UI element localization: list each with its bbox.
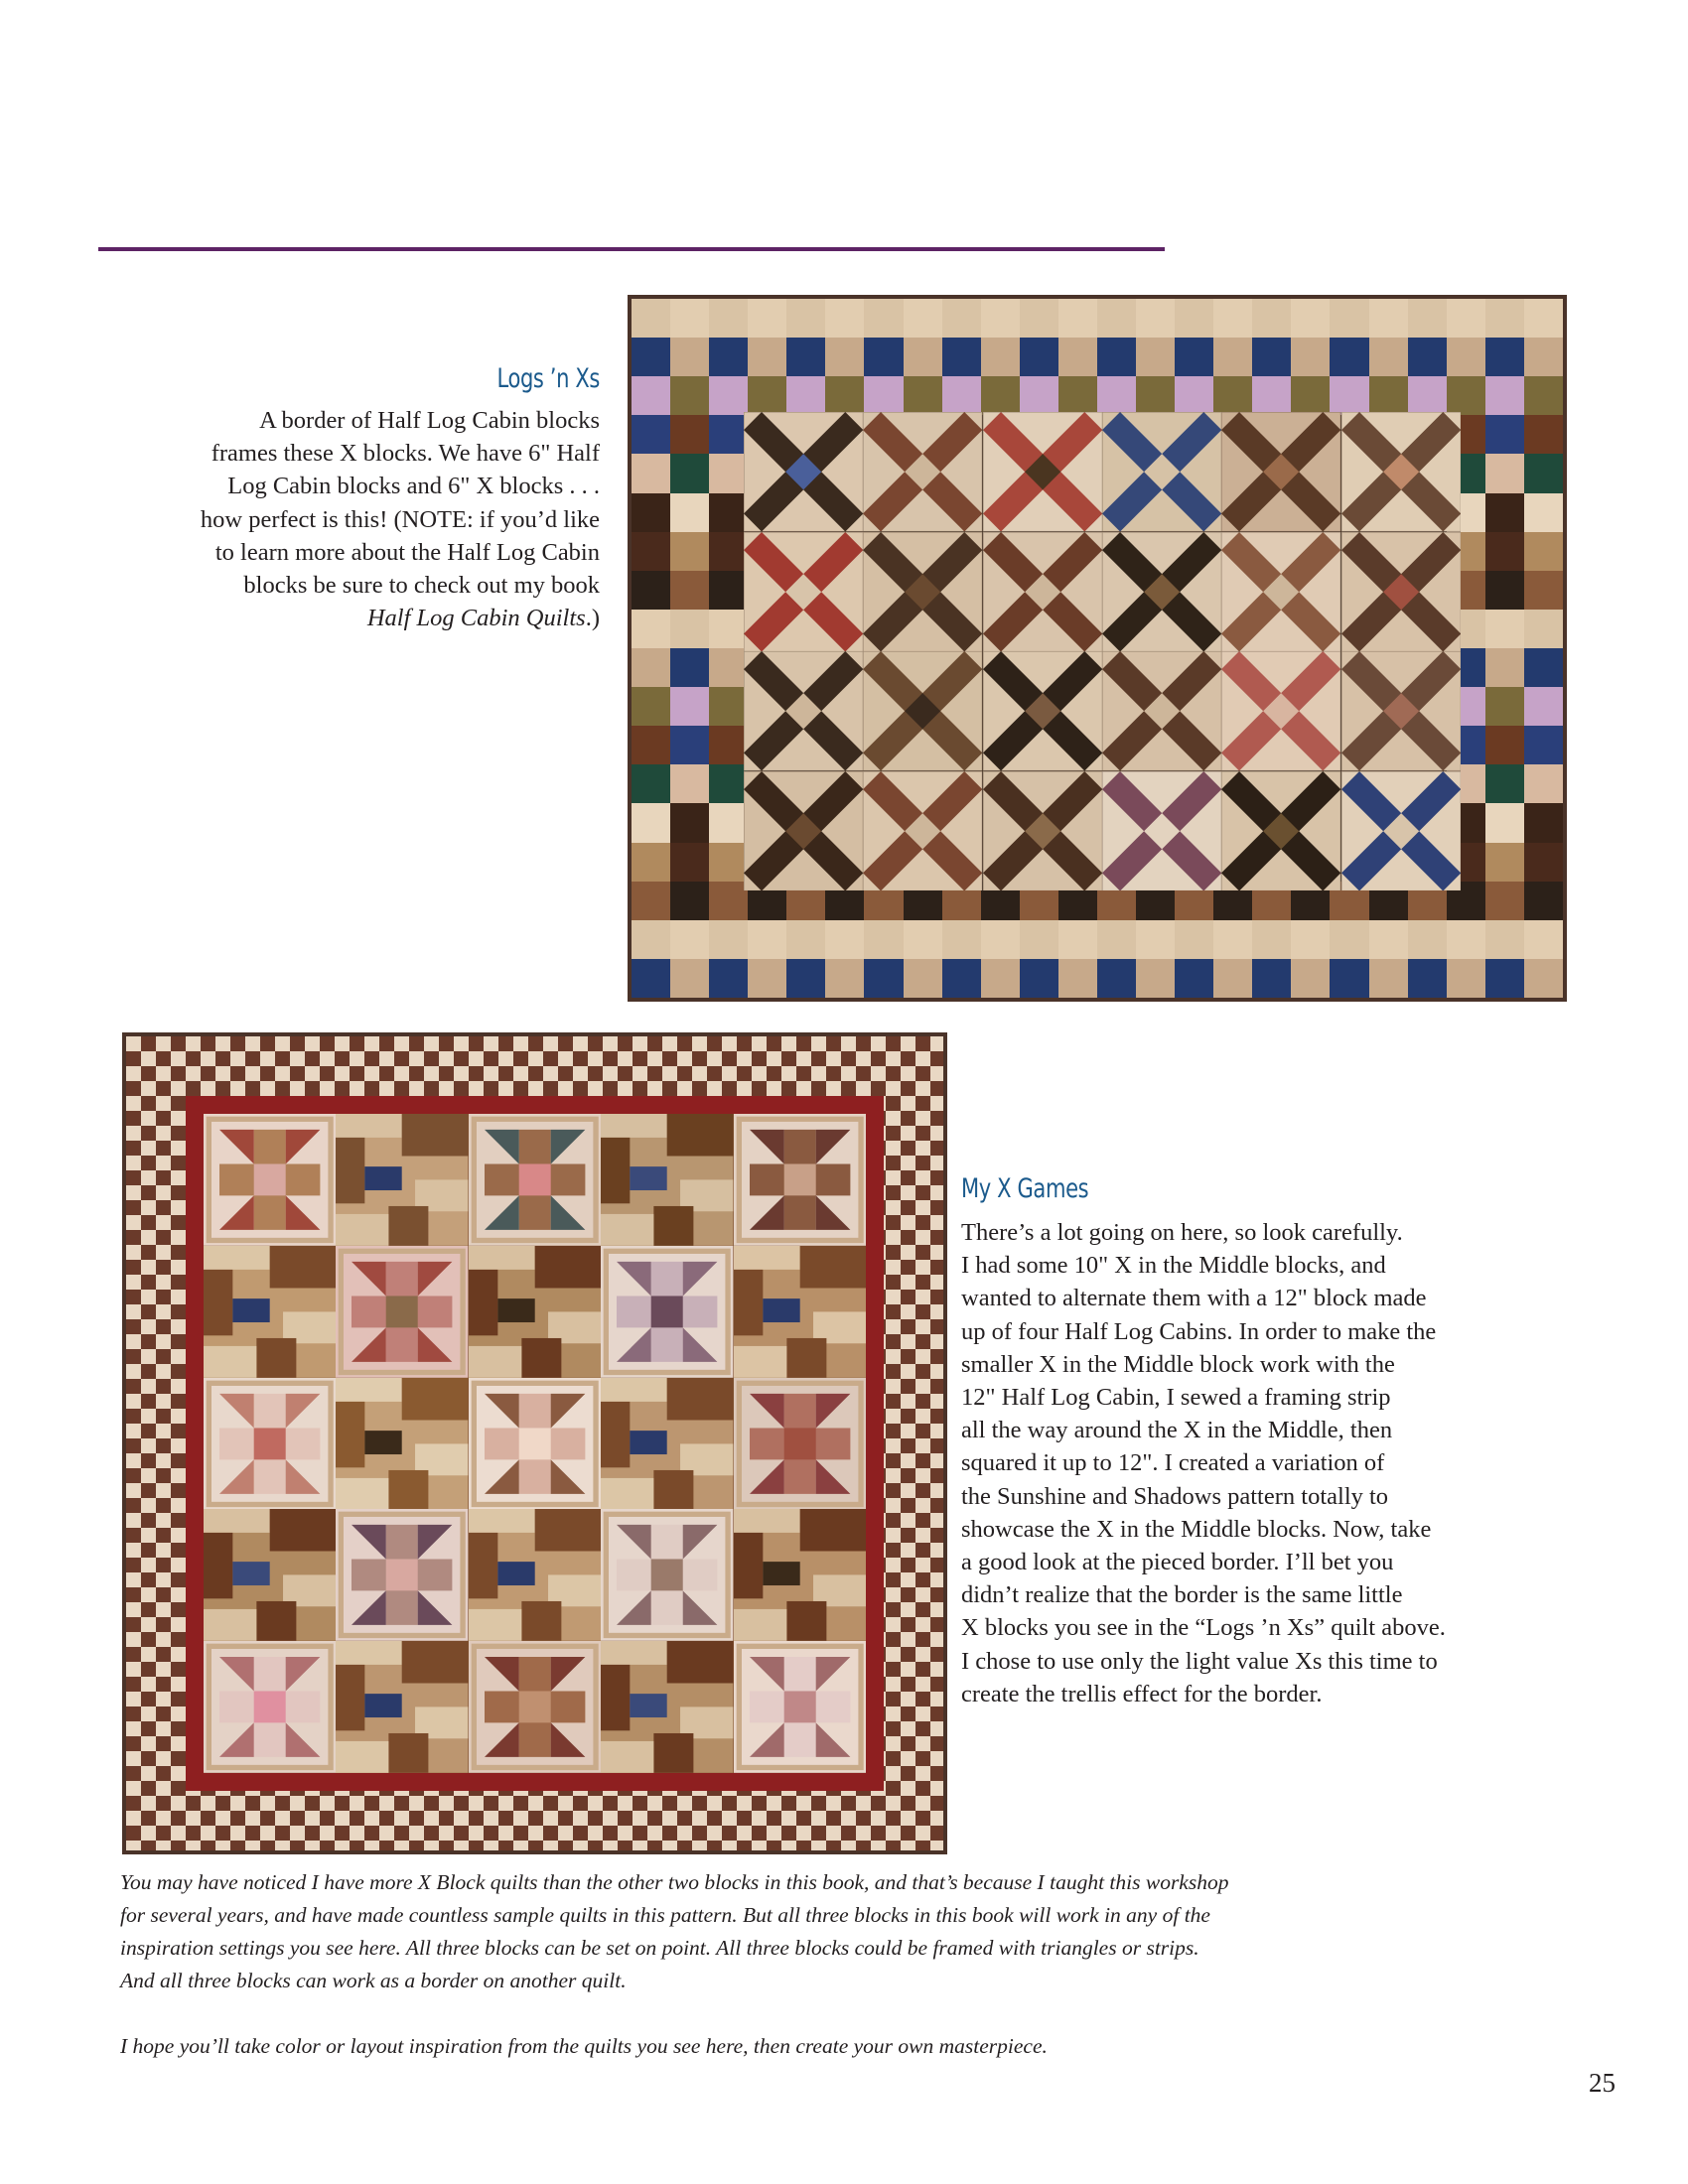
text-line: all the way around the X in the Middle, then	[961, 1417, 1393, 1444]
x-in-the-middle-block	[601, 1246, 733, 1378]
x-in-the-middle-block	[469, 1378, 601, 1510]
text-line: didn’t realize that the border is the same little	[961, 1581, 1403, 1609]
x-block	[983, 651, 1102, 771]
x-in-the-middle-block	[469, 1641, 601, 1773]
x-block	[1221, 651, 1340, 771]
page-number: 25	[1589, 2068, 1616, 2098]
x-block	[983, 771, 1102, 891]
notes-paragraph-2	[120, 2030, 1570, 2063]
my-x-games-heading: My X Games	[961, 1173, 1089, 1204]
x-block	[744, 412, 863, 532]
text-line: wanted to alternate them with a 12" block made	[961, 1285, 1427, 1312]
text-line: There’s a lot going on here, so look carefully.	[961, 1219, 1403, 1246]
x-block	[983, 412, 1102, 532]
text-line: inspiration settings you see here. All three blocks can be set on point. All three blocks could be framed with triangles or strips.	[120, 1936, 1199, 1960]
x-block	[863, 532, 982, 652]
x-block	[1341, 651, 1461, 771]
text-line: blocks be sure to check out my book	[243, 572, 600, 600]
text-line: squared it up to 12". I created a variation of	[961, 1449, 1385, 1477]
x-in-the-middle-block	[734, 1378, 866, 1510]
text-line: smaller X in the Middle block work with the	[961, 1350, 1395, 1378]
x-in-the-middle-block	[601, 1509, 733, 1641]
my-x-games-description	[961, 1216, 1577, 1710]
half-log-cabin-block	[204, 1509, 336, 1641]
my-x-games-section	[961, 1173, 1577, 1710]
x-block	[863, 771, 982, 891]
x-block	[1341, 532, 1461, 652]
x-block	[983, 532, 1102, 652]
x-block	[744, 771, 863, 891]
text-line: X blocks you see in the “Logs ’n Xs” quilt above.	[961, 1614, 1446, 1642]
half-log-cabin-block	[204, 1246, 336, 1378]
text-line: create the trellis effect for the border.	[961, 1680, 1323, 1707]
text-line: up of four Half Log Cabins. In order to make the	[961, 1317, 1437, 1345]
logs-n-xs-quilt-photo	[628, 295, 1567, 1002]
x-in-the-middle-block	[204, 1114, 336, 1246]
half-log-cabin-block	[469, 1246, 601, 1378]
book-title-suffix: .)	[585, 605, 600, 632]
text-line: You may have noticed I have more X Block quilts than the other two blocks in this book, and that’s because I taught this workshop	[120, 1870, 1229, 1894]
x-block	[1102, 651, 1221, 771]
half-log-cabin-block	[601, 1114, 733, 1246]
x-block	[1102, 771, 1221, 891]
x-block	[1341, 771, 1461, 891]
x-block	[1221, 532, 1340, 652]
x-block-grid	[744, 412, 1461, 890]
x-in-the-middle-block	[336, 1246, 468, 1378]
text-line: I had some 10" X in the Middle blocks, and	[961, 1252, 1386, 1280]
half-log-cabin-block	[601, 1641, 733, 1773]
logs-n-xs-section	[99, 363, 600, 634]
my-x-games-quilt-photo	[122, 1032, 947, 1854]
x-block	[1102, 412, 1221, 532]
x-in-the-middle-block	[734, 1641, 866, 1773]
half-log-cabin-block	[336, 1378, 468, 1510]
x-block	[744, 651, 863, 771]
half-log-cabin-block	[601, 1378, 733, 1510]
logs-n-xs-description	[99, 404, 600, 634]
half-log-cabin-block	[469, 1509, 601, 1641]
text-line: Log Cabin blocks and 6" X blocks . . .	[227, 473, 600, 500]
half-log-cabin-block	[734, 1246, 866, 1378]
text-line: a good look at the pieced border. I’ll bet you	[961, 1549, 1394, 1576]
section-divider-rule	[98, 247, 1165, 251]
text-line: I chose to use only the light value Xs this time to	[961, 1647, 1438, 1675]
x-block	[1221, 412, 1340, 532]
half-log-cabin-block	[734, 1509, 866, 1641]
text-line: the Sunshine and Shadows pattern totally to	[961, 1482, 1389, 1510]
x-block	[1102, 532, 1221, 652]
x-block	[1341, 412, 1461, 532]
x-in-the-middle-block	[336, 1509, 468, 1641]
half-log-cabin-block	[336, 1114, 468, 1246]
book-title: Half Log Cabin Quilts	[366, 605, 586, 632]
closing-notes	[120, 1866, 1570, 2063]
text-line: And all three blocks can work as a border on another quilt.	[120, 1969, 627, 1992]
text-line: 12" Half Log Cabin, I sewed a framing strip	[961, 1384, 1391, 1412]
notes-paragraph-1	[120, 1866, 1570, 1997]
quilt-center-blocks	[204, 1114, 866, 1773]
x-in-the-middle-block	[204, 1378, 336, 1510]
x-in-the-middle-block	[734, 1114, 866, 1246]
half-log-cabin-block	[336, 1641, 468, 1773]
x-block	[1221, 771, 1340, 891]
x-block	[744, 532, 863, 652]
text-line: frames these X blocks. We have 6" Half	[211, 440, 600, 468]
text-line: for several years, and have made countless sample quilts in this pattern. But all three blocks in this book will work in any of the	[120, 1903, 1210, 1927]
text-line: to learn more about the Half Log Cabin	[214, 538, 600, 566]
x-block	[863, 651, 982, 771]
x-in-the-middle-block	[469, 1114, 601, 1246]
text-line	[99, 602, 600, 634]
x-in-the-middle-block	[204, 1641, 336, 1773]
x-block	[863, 412, 982, 532]
text-line: showcase the X in the Middle blocks. Now, take	[961, 1515, 1432, 1543]
logs-n-xs-heading: Logs ’n Xs	[496, 363, 600, 394]
text-line: I hope you’ll take color or layout inspiration from the quilts you see here, then create your own masterpiece.	[120, 2034, 1048, 2058]
text-line: how perfect is this! (NOTE: if you’d like	[200, 505, 600, 533]
text-line: A border of Half Log Cabin blocks	[259, 407, 600, 434]
